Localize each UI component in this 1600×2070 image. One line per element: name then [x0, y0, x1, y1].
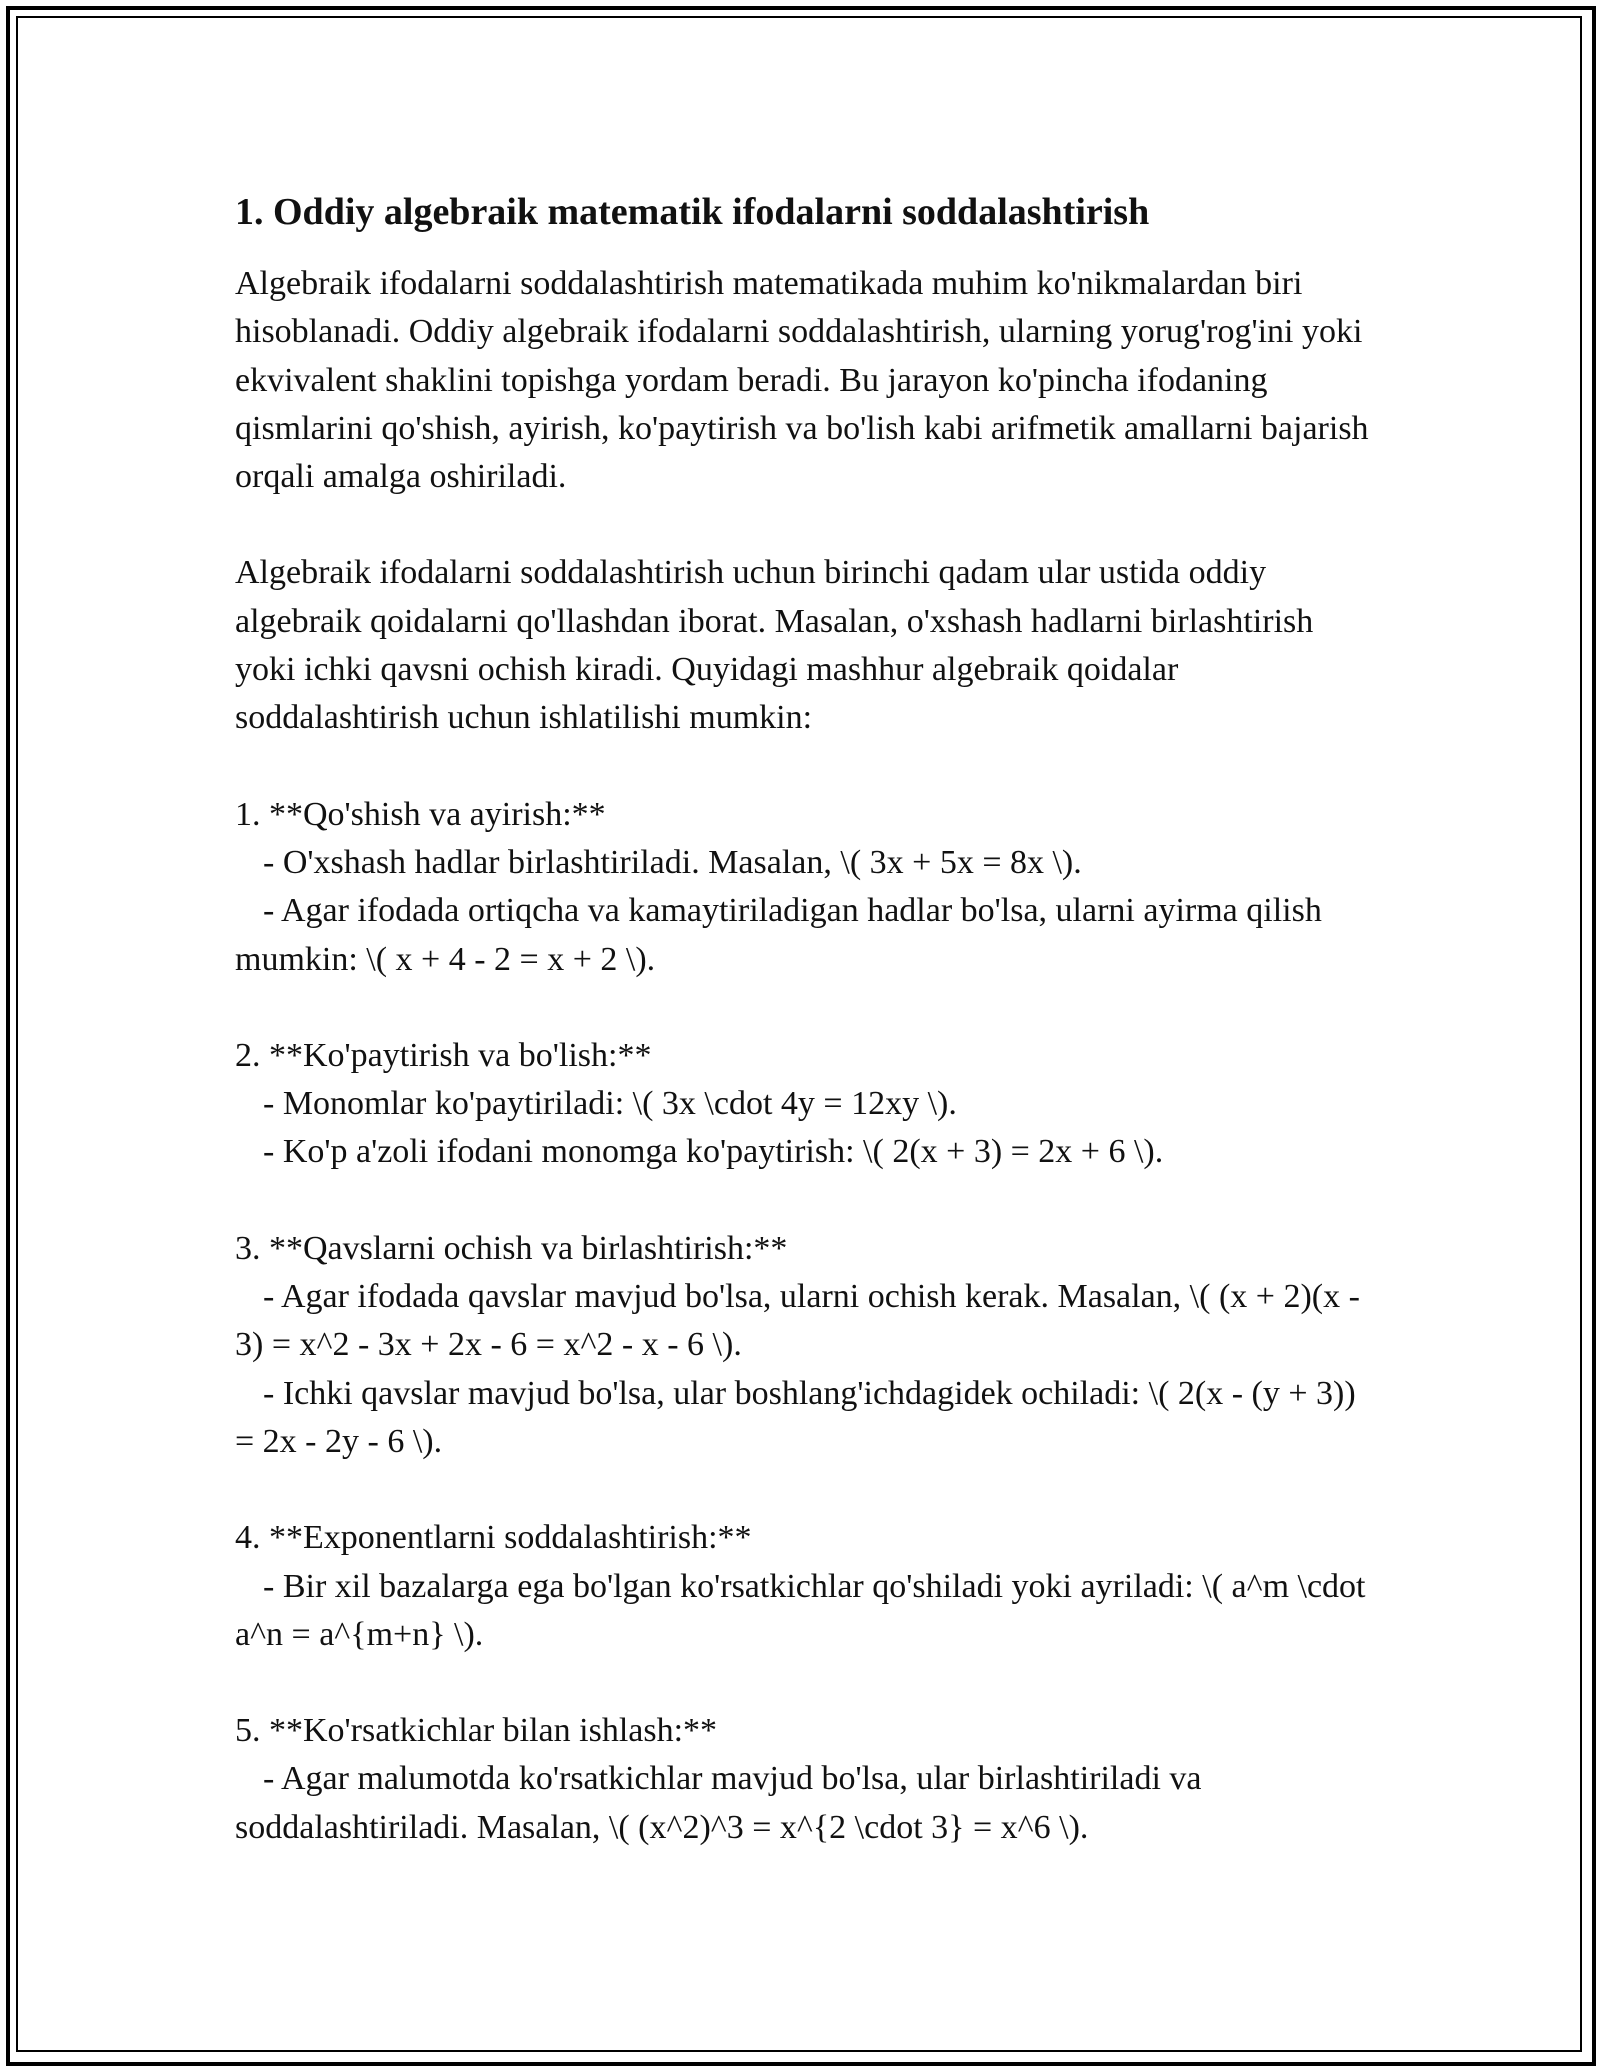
- list-item: [235, 791, 1375, 984]
- list-item-detail: - Bir xil bazalarga ega bo'lgan ko'rsatkichlar qo'shiladi yoki ayriladi: \( a^m \cdot a^n = a^{m+n} \).: [235, 1567, 1366, 1653]
- document-body: [235, 186, 1378, 1900]
- list-item-title: 4. **Exponentlarni soddalashtirish:**: [235, 1519, 752, 1557]
- list-item: [235, 1032, 1375, 1177]
- list-item: [235, 1707, 1375, 1852]
- list-item: [235, 1225, 1375, 1466]
- list-item-detail: - Agar malumotda ko'rsatkichlar mavjud bo'lsa, ular birlashtiriladi va soddalashtiriladi. Masalan, \( (x^2)^3 = x^{2 \cdot 3} = x^6 \).: [235, 1760, 1202, 1846]
- list-item-detail: - Monomlar ko'paytiriladi: \( 3x \cdot 4y = 12xy \).: [263, 1085, 957, 1123]
- list-item-detail: - Agar ifodada ortiqcha va kamaytiriladigan hadlar bo'lsa, ularni ayirma qilish mumkin: \( x + 4 - 2 = x + 2 \).: [235, 892, 1322, 978]
- list-item-detail: - Ko'p a'zoli ifodani monomga ko'paytirish: \( 2(x + 3) = 2x + 6 \).: [263, 1133, 1164, 1171]
- intro-paragraph: Algebraik ifodalarni soddalashtirish matematikada muhim ko'nikmalardan biri hisoblanadi. Oddiy algebraik ifodalarni soddalashtirish, ularning yorug'rog'ini yoki ekvivalent shaklini topishga yordam beradi. Bu jarayon ko'pincha ifodaning qismlarini qo'shish, ayirish, ko'paytirish va bo'lish kabi arifmetik amallarni bajarish orqali amalga oshiriladi.: [235, 265, 1378, 496]
- list-item-title: 1. **Qo'shish va ayirish:**: [235, 795, 606, 833]
- list-item: [235, 1514, 1375, 1659]
- section-heading: 1. Oddiy algebraik matematik ifodalarni soddalashtirish: [235, 191, 1150, 233]
- rules-intro-paragraph: Algebraik ifodalarni soddalashtirish uchun birinchi qadam ular ustida oddiy algebraik qoidalarni qo'llashdan iborat. Masalan, o'xshash hadlarni birlashtirish yoki ichki qavsni ochish kiradi. Quyidagi mashhur algebraik qoidalar soddalashtirish uchun ishlatilishi mumkin:: [235, 554, 1322, 737]
- list-item-detail: - O'xshash hadlar birlashtiriladi. Masalan, \( 3x + 5x = 8x \).: [263, 843, 1082, 881]
- list-item-detail: - Agar ifodada qavslar mavjud bo'lsa, ularni ochish kerak. Masalan, \( (x + 2)(x - 3) = x^2 - 3x + 2x - 6 = x^2 - x - 6 \).: [235, 1278, 1360, 1364]
- list-item-title: 5. **Ko'rsatkichlar bilan ishlash:**: [235, 1712, 718, 1750]
- list-item-title: 2. **Ko'paytirish va bo'lish:**: [235, 1036, 652, 1074]
- list-item-title: 3. **Qavslarni ochish va birlashtirish:**: [235, 1229, 788, 1267]
- list-item-detail: - Ichki qavslar mavjud bo'lsa, ular boshlang'ichdagidek ochiladi: \( 2(x - (y + 3)) = 2x - 2y - 6 \).: [235, 1374, 1356, 1460]
